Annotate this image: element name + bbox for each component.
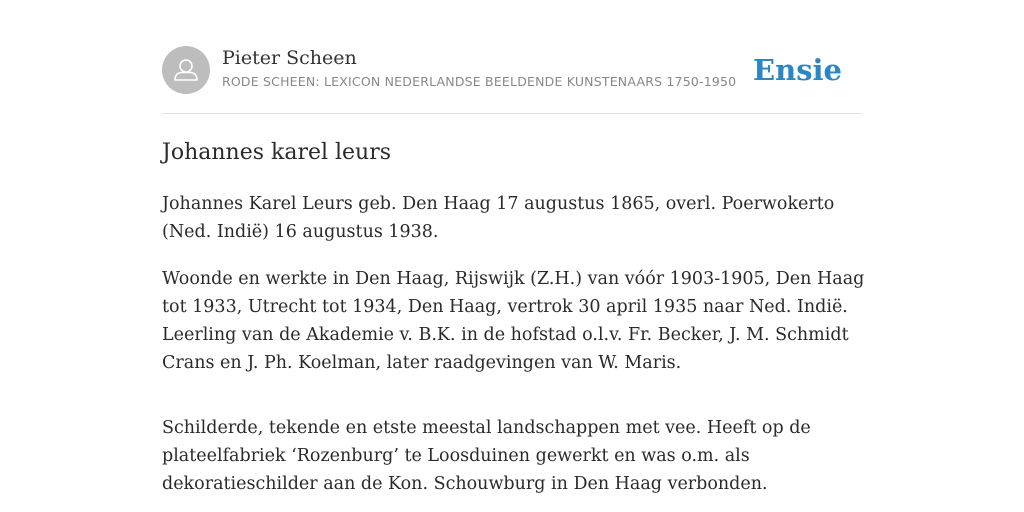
article-body xyxy=(162,190,868,512)
user-icon xyxy=(162,46,210,94)
article-paragraph: Woonde en werkte in Den Haag, Rijswijk (Z.H.) van vóór 1903-1905, Den Haag tot 1933, Utrecht tot 1934, Den Haag, vertrok 30 april 1935 naar Ned. Indië. Leerling van de Akademie v. B.K. in de hofstad o.l.v. Fr. Becker, J. M. Schmidt Crans en J. Ph. Koelman, later raadgevingen van W. Maris. xyxy=(162,269,865,373)
article-paragraph: Johannes Karel Leurs geb. Den Haag 17 augustus 1865, overl. Poerwokerto (Ned. Indië) 16 augustus 1938. xyxy=(162,194,835,242)
header-divider xyxy=(162,113,862,114)
author-name[interactable]: Pieter Scheen xyxy=(222,47,357,69)
source-name[interactable]: RODE SCHEEN: LEXICON NEDERLANDSE BEELDENDE KUNSTENAARS 1750-1950 xyxy=(222,74,737,89)
ensie-logo[interactable]: Ensie xyxy=(753,53,842,87)
article-title: Johannes karel leurs xyxy=(162,140,392,165)
avatar[interactable] xyxy=(162,46,210,94)
article-paragraph: Schilderde, tekende en etste meestal landschappen met vee. Heeft op de plateelfabriek ‘Rozenburg’ te Loosduinen gewerkt en was o.m. als dekoratieschilder aan de Kon. Schouwburg in Den Haag verbonden. xyxy=(162,418,811,494)
header xyxy=(162,46,862,96)
